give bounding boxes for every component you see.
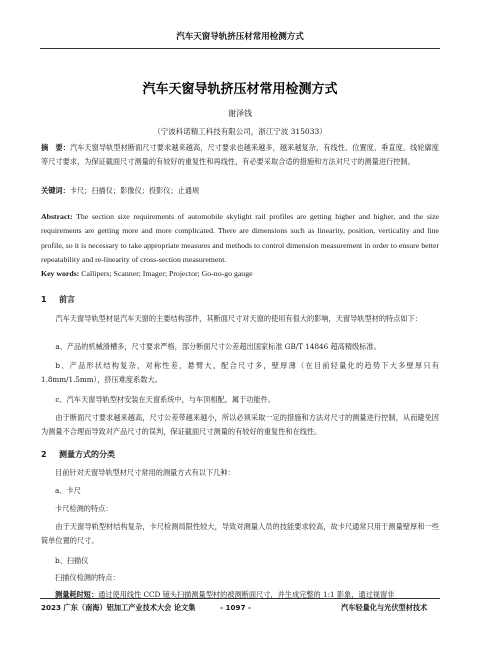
running-header: 汽车天窗导轨挤压材常用检测方式 [176, 32, 304, 42]
section-1-item-c: c、汽车天窗导轨型材安装在天窗系统中，与车顶相配，属于功能件。 [55, 395, 276, 404]
section-2-lead: 目前针对天窗导轨型材尺寸常用的测量方式有以下几种： [55, 468, 235, 477]
section-1-intro: 汽车天窗导轨型材是汽车天窗的主要结构部件，其断面尺寸对天窗的使用有很大的影响，天窗导轨型材的特点如下： [55, 314, 422, 323]
header-rule [40, 48, 440, 49]
footer-conference: 2023 广东（南海）铝加工产业技术大会 论文集 [41, 603, 196, 612]
keywords-text: 卡尺；扫描仪；影像仪；投影仪；止通规 [69, 186, 200, 195]
abstract-zh [41, 141, 439, 169]
section-2-number: 2 [41, 450, 47, 459]
section-2-title: 测量方式的分类 [59, 450, 115, 459]
section-1-title: 前言 [59, 295, 75, 304]
method-b-term: 测量耗时短： [55, 590, 99, 599]
keywords-zh [41, 184, 439, 198]
abstract-en [41, 210, 439, 268]
section-1-number: 1 [41, 295, 47, 304]
section-1-item-a: a、产品的机械滑槽多，尺寸要求严格，部分断面尺寸公差超出国家标准 GB/T 14846 超高精级标准。 [55, 342, 381, 351]
method-b-feature: 扫描仪检测的特点： [55, 573, 120, 582]
footer-rule [40, 598, 440, 599]
keywords-en-label: Key words: [41, 269, 80, 278]
method-a-label: a、卡尺 [55, 486, 81, 495]
method-a-feature: 卡尺检测的特点： [55, 504, 113, 513]
section-1-item-b: b、产品形状结构复杂，对称性差，悬臂大，配合尺寸多，壁厚薄（在目前轻量化的趋势下大多壁厚只有1.8mm/1.5mm），挤压难度系数大。 [41, 361, 439, 385]
section-2-heading [41, 449, 115, 460]
author-affiliation: （宁波科诺精工科技有限公司，浙江宁波 315033） [153, 127, 327, 136]
footer-topic: 汽车轻量化与光伏型材技术 [341, 603, 428, 612]
section-1-closing: 由于断面尺寸要求越来越高，尺寸公差带越来越小，所以必须采取一定的措施和方法对尺寸的测量进行控制，从而避免因为测量不合理而导致对产品尺寸的误判，保证截面尺寸测量的有较好的重复性和在线性。 [41, 413, 439, 437]
method-b-label: b、扫描仪 [55, 556, 89, 565]
abstract-en-text: The section size requirements of automobile skylight rail profiles are getting higher and higher, and the size requirements are getting more and more complicated. There are dimensions such as linearity, position, verticality and line profile, so it is necessary to take appropriate measures and methods to control dimension measurement in order to ensure better repeatability and re-linearity of cross-section measurement. [41, 212, 439, 265]
footer-page-number: - 1097 - [220, 603, 251, 612]
abstract-label: 摘 要： [41, 143, 70, 152]
abstract-en-label: Abstract: [41, 212, 73, 221]
abstract-text: 汽车天窗导轨型材断面尺寸要求越来越高，尺寸要求也越来越多，越来越复杂，有线性、位置度、垂直度、线轮廓度等尺寸要求，为保证截面尺寸测量的有较好的重复性和再线性，有必要采取合适的措施和方法对尺寸的测量进行控制。 [41, 143, 439, 167]
method-b-text: 通过使用线性 CCD 镜头扫描测量型材的被测断面尺寸，并生成完整的 1:1 影象，通过视窗非 [98, 590, 395, 599]
keywords-label: 关键词： [41, 186, 70, 195]
keywords-en-text: Callipers; Scanner; Imager; Projector; Go-no-go gauge [81, 269, 253, 278]
article-title: 汽车天窗导轨挤压材常用检测方式 [142, 82, 338, 97]
author-name: 谢泽钱 [228, 109, 252, 118]
section-1-heading [41, 294, 75, 305]
method-a-text: 由于天窗导轨型材结构复杂，卡尺检测局限性较大，导致对测量人员的技能要求较高，故卡尺通常只用于测量壁厚和一些简单位置的尺寸。 [41, 522, 439, 546]
keywords-en [41, 267, 439, 281]
